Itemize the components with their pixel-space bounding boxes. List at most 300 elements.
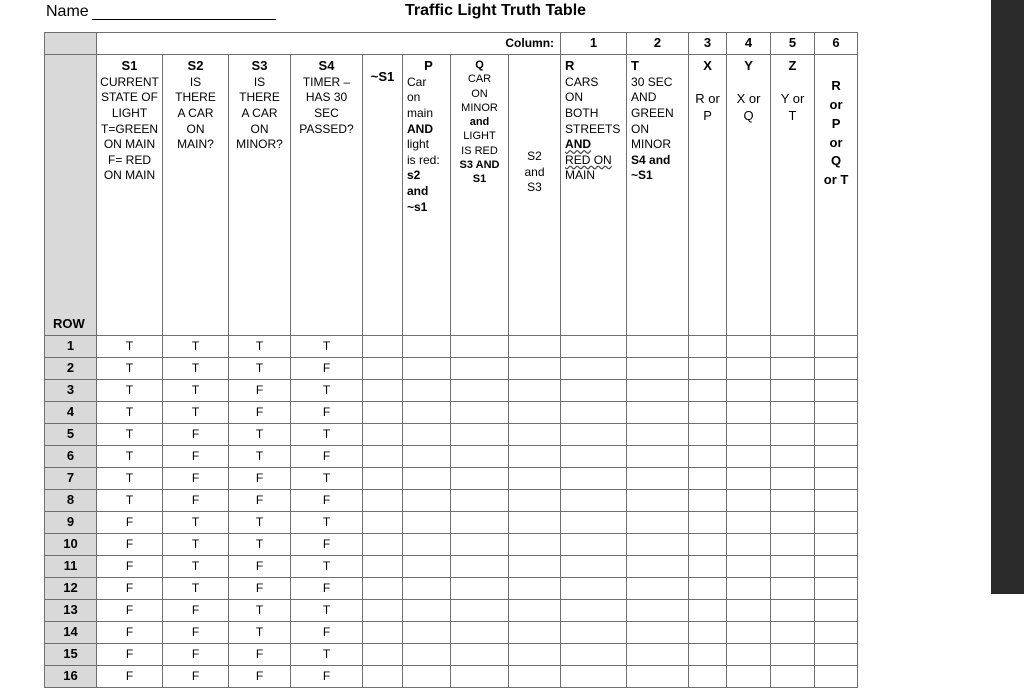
blank-cell-r[interactable] [561,424,627,446]
blank-cell-y[interactable] [727,556,771,578]
header-q-line: ON [471,87,488,100]
cell-s3: T [229,622,291,644]
header-q-id: Q [475,59,484,71]
blank-cell-t[interactable] [627,666,689,688]
blank-cell-z[interactable] [771,402,815,424]
row-number: 8 [45,490,97,512]
row-number: 7 [45,468,97,490]
blank-cell-t[interactable] [627,468,689,490]
blank-cell-s2-and-s3[interactable] [509,556,561,578]
row-number: 14 [45,622,97,644]
header-t-line: GREEN [631,106,674,121]
blank-cell-col6[interactable] [815,600,858,622]
column-number-1: 1 [561,33,627,55]
blank-cell-t[interactable] [627,600,689,622]
header-x-line: R or [695,90,720,106]
blank-cell-s2-and-s3[interactable] [509,336,561,358]
blank-cell-z[interactable] [771,468,815,490]
blank-cell-t[interactable] [627,578,689,600]
cell-s4: T [291,556,363,578]
blank-cell-p[interactable] [403,336,451,358]
blank-cell-q[interactable] [451,402,509,424]
blank-cell-z[interactable] [771,622,815,644]
cell-s4: F [291,666,363,688]
blank-cell-not-s1[interactable] [363,380,403,402]
cell-s2: T [163,336,229,358]
cell-s4: T [291,424,363,446]
header-p-bold: s2 [407,168,421,183]
blank-cell-s2-and-s3[interactable] [509,446,561,468]
cell-s1: T [97,446,163,468]
header-not-s1-id: ~S1 [370,69,395,84]
row-number: 12 [45,578,97,600]
blank-cell-z[interactable] [771,380,815,402]
blank-cell-s2-and-s3[interactable] [509,644,561,666]
blank-cell-z[interactable] [771,512,815,534]
blank-cell-p[interactable] [403,468,451,490]
blank-cell-z[interactable] [771,534,815,556]
blank-cell-not-s1[interactable] [363,358,403,380]
header-not-s1 [363,55,403,336]
blank-cell-q[interactable] [451,622,509,644]
header-q-bold: S1 [472,173,487,186]
table-row [45,512,858,534]
cell-s3: T [229,600,291,622]
header-s1-line: LIGHT [111,106,148,121]
header-t-line: 30 SEC [631,74,673,89]
blank-cell-r[interactable] [561,600,627,622]
cell-s2: F [163,666,229,688]
page-title: Traffic Light Truth Table [405,2,587,19]
blank-cell-q[interactable] [451,490,509,512]
blank-cell-y[interactable] [727,358,771,380]
blank-cell-not-s1[interactable] [363,556,403,578]
cell-s1: T [97,358,163,380]
blank-cell-not-s1[interactable] [363,534,403,556]
header-r-line: ON [565,90,584,105]
blank-cell-col6[interactable] [815,622,858,644]
blank-cell-x[interactable] [689,644,727,666]
blank-cell-y[interactable] [727,600,771,622]
blank-cell-not-s1[interactable] [363,666,403,688]
blank-cell-q[interactable] [451,446,509,468]
viewer-sidebar [991,0,1024,594]
blank-cell-p[interactable] [403,424,451,446]
blank-cell-z[interactable] [771,446,815,468]
blank-cell-y[interactable] [727,622,771,644]
header-s2-and-s3 [509,55,561,336]
row-number: 2 [45,358,97,380]
blank-cell-q[interactable] [451,666,509,688]
blank-cell-r[interactable] [561,556,627,578]
cell-s3: T [229,512,291,534]
header-r [561,55,627,336]
blank-cell-t[interactable] [627,336,689,358]
header-c6-line: R [831,78,841,93]
blank-cell-p[interactable] [403,402,451,424]
blank-cell-s2-and-s3[interactable] [509,402,561,424]
blank-cell-r[interactable] [561,622,627,644]
blank-cell-t[interactable] [627,490,689,512]
header-z-id: Z [788,58,797,73]
row-number: 9 [45,512,97,534]
header-y [727,55,771,336]
header-q-line: LIGHT [463,130,496,143]
blank-cell-not-s1[interactable] [363,622,403,644]
blank-cell-s2-and-s3[interactable] [509,424,561,446]
cell-s4: F [291,358,363,380]
blank-cell-t[interactable] [627,556,689,578]
header-y-line: X or [736,90,761,106]
blank-cell-t[interactable] [627,380,689,402]
blank-cell-z[interactable] [771,578,815,600]
column-number-4: 4 [727,33,771,55]
header-s3-line: IS [253,74,266,89]
cell-s1: T [97,468,163,490]
blank-cell-s2-and-s3[interactable] [509,622,561,644]
blank-cell-r[interactable] [561,644,627,666]
row-header-top [45,33,97,55]
header-c6-line: or [829,96,843,112]
blank-cell-t[interactable] [627,534,689,556]
cell-s4: T [291,336,363,358]
blank-cell-z[interactable] [771,490,815,512]
blank-cell-s2-and-s3[interactable] [509,468,561,490]
blank-cell-t[interactable] [627,446,689,468]
header-s3-line: A CAR [241,106,278,121]
header-c6-line: or T [823,172,849,188]
cell-s2: F [163,600,229,622]
header-z [771,55,815,336]
header-s2-line: MAIN? [177,137,214,152]
blank-cell-y[interactable] [727,402,771,424]
cell-s1: F [97,644,163,666]
blank-cell-col6[interactable] [815,512,858,534]
blank-cell-q[interactable] [451,380,509,402]
cell-s1: F [97,622,163,644]
blank-cell-col6[interactable] [815,644,858,666]
blank-cell-y[interactable] [727,644,771,666]
blank-cell-s2-and-s3[interactable] [509,666,561,688]
blank-cell-q[interactable] [451,468,509,490]
blank-cell-y[interactable] [727,468,771,490]
cell-s2: F [163,424,229,446]
cell-s1: F [97,600,163,622]
header-r-line: MAIN [565,168,596,183]
blank-cell-p[interactable] [403,534,451,556]
cell-s4: F [291,622,363,644]
blank-cell-x[interactable] [689,380,727,402]
blank-cell-q[interactable] [451,336,509,358]
blank-cell-col6[interactable] [815,402,858,424]
blank-cell-r[interactable] [561,446,627,468]
header-s2s3-line: and [524,164,545,179]
row-number: 15 [45,644,97,666]
header-s4-id: S4 [318,58,335,73]
cell-s1: F [97,666,163,688]
blank-cell-q[interactable] [451,358,509,380]
blank-cell-p[interactable] [403,490,451,512]
blank-cell-p[interactable] [403,446,451,468]
blank-cell-col6[interactable] [815,380,858,402]
blank-cell-q[interactable] [451,512,509,534]
header-s2-id: S2 [187,58,204,73]
blank-cell-x[interactable] [689,358,727,380]
blank-cell-not-s1[interactable] [363,402,403,424]
header-s1-line: F= RED [107,152,151,167]
blank-cell-t[interactable] [627,512,689,534]
blank-cell-z[interactable] [771,336,815,358]
blank-cell-r[interactable] [561,336,627,358]
column-number-5: 5 [771,33,815,55]
blank-cell-t[interactable] [627,622,689,644]
header-t [627,55,689,336]
blank-cell-z[interactable] [771,644,815,666]
blank-cell-q[interactable] [451,424,509,446]
blank-cell-col6[interactable] [815,666,858,688]
cell-s4: T [291,644,363,666]
blank-cell-p[interactable] [403,556,451,578]
blank-cell-col6[interactable] [815,534,858,556]
blank-cell-col6[interactable] [815,336,858,358]
table-row [45,402,858,424]
truth-table [44,32,858,688]
cell-s4: F [291,402,363,424]
blank-cell-col6[interactable] [815,490,858,512]
row-number: 1 [45,336,97,358]
blank-cell-not-s1[interactable] [363,424,403,446]
blank-cell-q[interactable] [451,534,509,556]
blank-cell-x[interactable] [689,468,727,490]
blank-cell-not-s1[interactable] [363,446,403,468]
header-s1-id: S1 [121,58,138,73]
header-r-line: STREETS [565,121,621,136]
table-row [45,490,858,512]
blank-cell-col6[interactable] [815,578,858,600]
blank-cell-not-s1[interactable] [363,600,403,622]
blank-cell-t[interactable] [627,402,689,424]
cell-s2: T [163,402,229,424]
blank-cell-r[interactable] [561,380,627,402]
blank-cell-not-s1[interactable] [363,644,403,666]
header-c6-line: P [831,115,841,131]
blank-cell-y[interactable] [727,336,771,358]
header-x-line: P [703,107,712,123]
cell-s3: T [229,358,291,380]
blank-cell-col6[interactable] [815,556,858,578]
table-row [45,358,858,380]
cell-s3: F [229,578,291,600]
blank-cell-p[interactable] [403,358,451,380]
blank-cell-y[interactable] [727,380,771,402]
cell-s4: F [291,446,363,468]
name-blank-line[interactable] [92,19,276,20]
header-q-line: IS RED [461,144,498,157]
header-p-line: light [407,137,430,152]
cell-s2: F [163,490,229,512]
blank-cell-r[interactable] [561,402,627,424]
header-col6 [815,55,858,336]
header-t-line: MINOR [631,137,672,152]
header-s2-line: A CAR [177,106,214,121]
blank-cell-y[interactable] [727,490,771,512]
blank-cell-q[interactable] [451,578,509,600]
header-c6-line: or [829,134,843,150]
cell-s4: F [291,490,363,512]
blank-cell-z[interactable] [771,666,815,688]
blank-cell-s2-and-s3[interactable] [509,490,561,512]
blank-cell-col6[interactable] [815,358,858,380]
blank-cell-not-s1[interactable] [363,468,403,490]
blank-cell-p[interactable] [403,600,451,622]
blank-cell-p[interactable] [403,380,451,402]
header-t-line: ON [631,121,650,136]
blank-cell-z[interactable] [771,556,815,578]
blank-cell-p[interactable] [403,512,451,534]
blank-cell-r[interactable] [561,468,627,490]
blank-cell-y[interactable] [727,512,771,534]
blank-cell-q[interactable] [451,644,509,666]
blank-cell-r[interactable] [561,666,627,688]
header-p-line: on [407,90,421,105]
blank-cell-p[interactable] [403,578,451,600]
table-row [45,424,858,446]
blank-cell-y[interactable] [727,424,771,446]
cell-s2: T [163,512,229,534]
column-number-6: 6 [815,33,858,55]
table-row [45,578,858,600]
cell-s3: T [229,424,291,446]
cell-s3: T [229,336,291,358]
blank-cell-x[interactable] [689,446,727,468]
blank-cell-s2-and-s3[interactable] [509,534,561,556]
blank-cell-x[interactable] [689,512,727,534]
blank-cell-x[interactable] [689,666,727,688]
cell-s4: F [291,578,363,600]
blank-cell-x[interactable] [689,578,727,600]
blank-cell-x[interactable] [689,402,727,424]
header-q-line: MINOR [461,101,498,114]
header-q [451,55,509,336]
row-number: 11 [45,556,97,578]
cell-s1: F [97,556,163,578]
cell-s1: T [97,336,163,358]
table-row [45,622,858,644]
blank-cell-y[interactable] [727,666,771,688]
header-y-id: Y [744,58,753,73]
blank-cell-t[interactable] [627,424,689,446]
header-s4-line: HAS 30 [305,90,348,105]
blank-cell-t[interactable] [627,644,689,666]
header-s4-line: TIMER – [302,74,351,89]
blank-cell-col6[interactable] [815,424,858,446]
blank-cell-x[interactable] [689,622,727,644]
blank-cell-p[interactable] [403,666,451,688]
blank-cell-not-s1[interactable] [363,512,403,534]
blank-cell-p[interactable] [403,622,451,644]
header-row [45,55,858,336]
blank-cell-z[interactable] [771,424,815,446]
cell-s1: T [97,424,163,446]
header-s2-line: ON [186,121,205,136]
header-p-line: is red: [407,152,440,167]
blank-cell-col6[interactable] [815,468,858,490]
table-row [45,556,858,578]
blank-cell-x[interactable] [689,336,727,358]
blank-cell-s2-and-s3[interactable] [509,578,561,600]
blank-cell-q[interactable] [451,556,509,578]
header-t-bold: S4 and [631,152,671,167]
header-p-line: main [407,106,434,121]
blank-cell-z[interactable] [771,600,815,622]
row-number: 13 [45,600,97,622]
table-row [45,666,858,688]
blank-cell-s2-and-s3[interactable] [509,512,561,534]
blank-cell-col6[interactable] [815,446,858,468]
header-p-line: Car [407,74,427,89]
cell-s1: T [97,402,163,424]
blank-cell-p[interactable] [403,644,451,666]
header-t-id: T [631,58,639,73]
blank-cell-x[interactable] [689,490,727,512]
cell-s3: T [229,446,291,468]
row-header: ROW [45,55,97,336]
blank-cell-x[interactable] [689,424,727,446]
blank-cell-r[interactable] [561,490,627,512]
blank-cell-not-s1[interactable] [363,578,403,600]
blank-cell-r[interactable] [561,578,627,600]
cell-s2: T [163,578,229,600]
blank-cell-r[interactable] [561,534,627,556]
blank-cell-r[interactable] [561,512,627,534]
header-y-line: Q [743,107,754,123]
blank-cell-q[interactable] [451,600,509,622]
table-row [45,534,858,556]
blank-cell-x[interactable] [689,556,727,578]
header-p-id: P [424,58,433,73]
blank-cell-not-s1[interactable] [363,490,403,512]
header-s3-line: THERE [239,90,280,105]
header-t-line: AND [631,90,657,105]
blank-cell-x[interactable] [689,534,727,556]
cell-s2: T [163,534,229,556]
cell-s1: T [97,380,163,402]
header-s4-line: SEC [314,106,339,121]
blank-cell-r[interactable] [561,358,627,380]
blank-cell-s2-and-s3[interactable] [509,358,561,380]
blank-cell-s2-and-s3[interactable] [509,600,561,622]
cell-s3: F [229,666,291,688]
cell-s2: F [163,644,229,666]
cell-s2: F [163,468,229,490]
blank-cell-z[interactable] [771,358,815,380]
blank-cell-y[interactable] [727,578,771,600]
cell-s2: F [163,446,229,468]
cell-s3: F [229,556,291,578]
cell-s3: F [229,644,291,666]
header-p [403,55,451,336]
blank-cell-x[interactable] [689,600,727,622]
blank-cell-not-s1[interactable] [363,336,403,358]
blank-cell-t[interactable] [627,358,689,380]
table-row [45,336,858,358]
header-s4 [291,55,363,336]
blank-cell-s2-and-s3[interactable] [509,380,561,402]
blank-cell-y[interactable] [727,446,771,468]
cell-s2: T [163,556,229,578]
blank-cell-y[interactable] [727,534,771,556]
header-s1-line: ON MAIN [103,168,156,183]
